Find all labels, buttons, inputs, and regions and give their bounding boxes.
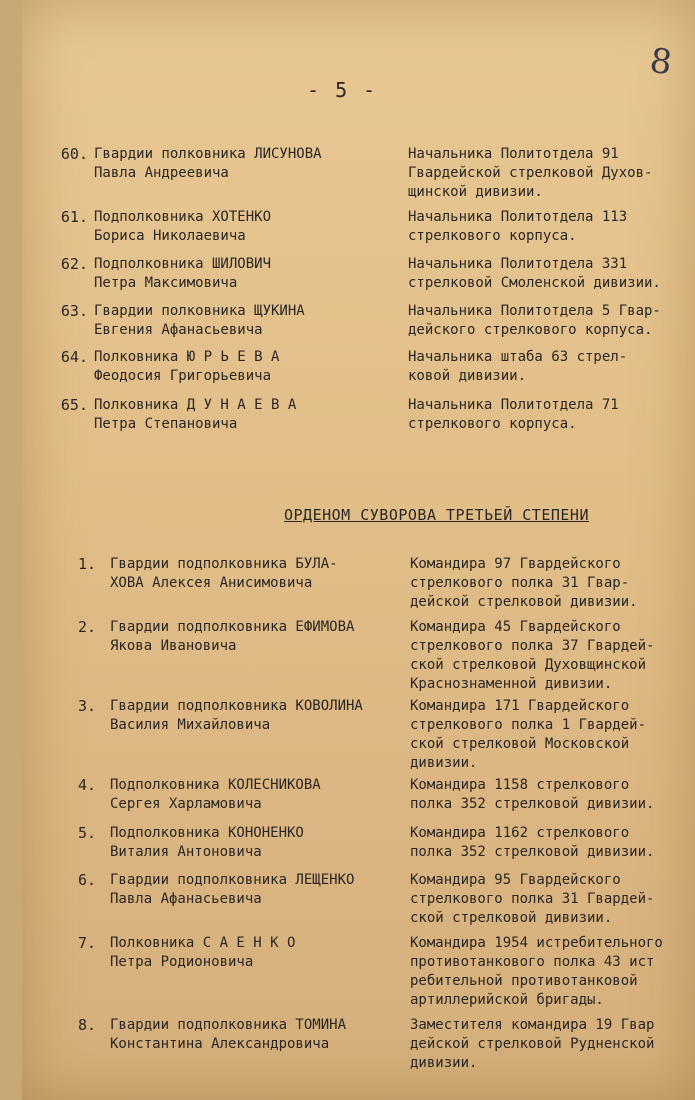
entry-position: Командира 171 Гвардейского стрелкового полка 1 Гвардей- ской стрелковой Московской дивизии. [410, 698, 647, 771]
entry-position: Начальника Политотдела 91 Гвардейской стрелковой Духов- щинской дивизии. [408, 146, 653, 200]
entry-number: 4. [77, 776, 96, 794]
entry-position: Начальника Политотдела 5 Гвар- дейского стрелкового корпуса. [408, 303, 661, 338]
entry-number: 62. [60, 255, 88, 273]
entry-name: Гвардии полковника ЛИСУНОВА Павла Андреевича [94, 146, 322, 181]
entry-position: Начальника Политотдела 113 стрелкового корпуса. [408, 209, 628, 244]
entry-number: 8. [77, 1016, 96, 1034]
entry-number: 60. [60, 145, 88, 163]
entry-position: Командира 1158 стрелкового полка 352 стрелковой дивизии. [410, 777, 655, 812]
entry-name: Полковника Ю Р Ь Е В А Феодосия Григорьевича [94, 349, 280, 384]
entry-position: Начальника штаба 63 стрел- ковой дивизии. [408, 349, 628, 384]
entry-name: Подполковника КОЛЕСНИКОВА Сергея Харламовича [110, 777, 321, 812]
entry-name: Гвардии подполковника БУЛА- ХОВА Алексея Анисимовича [110, 556, 338, 591]
entry-name: Полковника С А Е Н К О Петра Родионовича [110, 935, 296, 970]
entry-name: Гвардии подполковника ТОМИНА Константина Александровича [110, 1017, 347, 1052]
entry-number: 61. [60, 208, 88, 226]
entry-number: 65. [60, 396, 88, 414]
entry-number: 63. [60, 302, 88, 320]
entry-name: Гвардии полковника ЩУКИНА Евгения Афанасьевича [94, 303, 305, 338]
entry-name: Гвардии подполковника КОВОЛИНА Василия Михайловича [110, 698, 363, 733]
entry-name: Подполковника ХОТЕНКО Бориса Николаевича [94, 209, 272, 244]
entry-position: Командира 95 Гвардейского стрелкового полка 31 Гвардей- ской стрелковой дивизии. [410, 872, 655, 926]
entry-number: 3. [77, 697, 96, 715]
entry-number: 64. [60, 348, 88, 366]
document-page [22, 0, 695, 1100]
section-title: ОРДЕНОМ СУВОРОВА ТРЕТЬЕЙ СТЕПЕНИ [284, 506, 589, 524]
entry-name: Гвардии подполковника ЕФИМОВА Якова Ивановича [110, 619, 355, 654]
entry-number: 5. [77, 824, 96, 842]
entry-position: Начальника Политотдела 71 стрелкового корпуса. [408, 397, 619, 432]
entry-name: Подполковника ШИЛОВИЧ Петра Максимовича [94, 256, 272, 291]
handwritten-corner-mark: 8 [647, 40, 675, 84]
entry-number: 1. [77, 555, 96, 573]
entry-number: 7. [77, 934, 96, 952]
page-number: - 5 - [307, 78, 378, 102]
entry-position: Командира 45 Гвардейского стрелкового полка 37 Гвардей- ской стрелковой Духовщинской Краснознаменной дивизии. [410, 619, 655, 692]
entry-position: Командира 97 Гвардейского стрелкового полка 31 Гвар- дейской стрелковой дивизии. [410, 556, 638, 610]
entry-number: 6. [77, 871, 96, 889]
entry-name: Гвардии подполковника ЛЕЩЕНКО Павла Афанасьевича [110, 872, 355, 907]
entry-number: 2. [77, 618, 96, 636]
entry-position: Начальника Политотдела 331 стрелковой Смоленской дивизии. [408, 256, 661, 291]
page-left-edge [0, 0, 23, 1100]
entry-position: Командира 1162 стрелкового полка 352 стрелковой дивизии. [410, 825, 655, 860]
entry-position: Командира 1954 истребительного противотанкового полка 43 ист ребительной противотанковой артиллерийской бригады. [410, 935, 663, 1008]
entry-name: Полковника Д У Н А Е В А Петра Степановича [94, 397, 297, 432]
entry-position: Заместителя командира 19 Гвар дейской стрелковой Рудненской дивизии. [410, 1017, 655, 1071]
entry-name: Подполковника КОНОНЕНКО Виталия Антоновича [110, 825, 304, 860]
